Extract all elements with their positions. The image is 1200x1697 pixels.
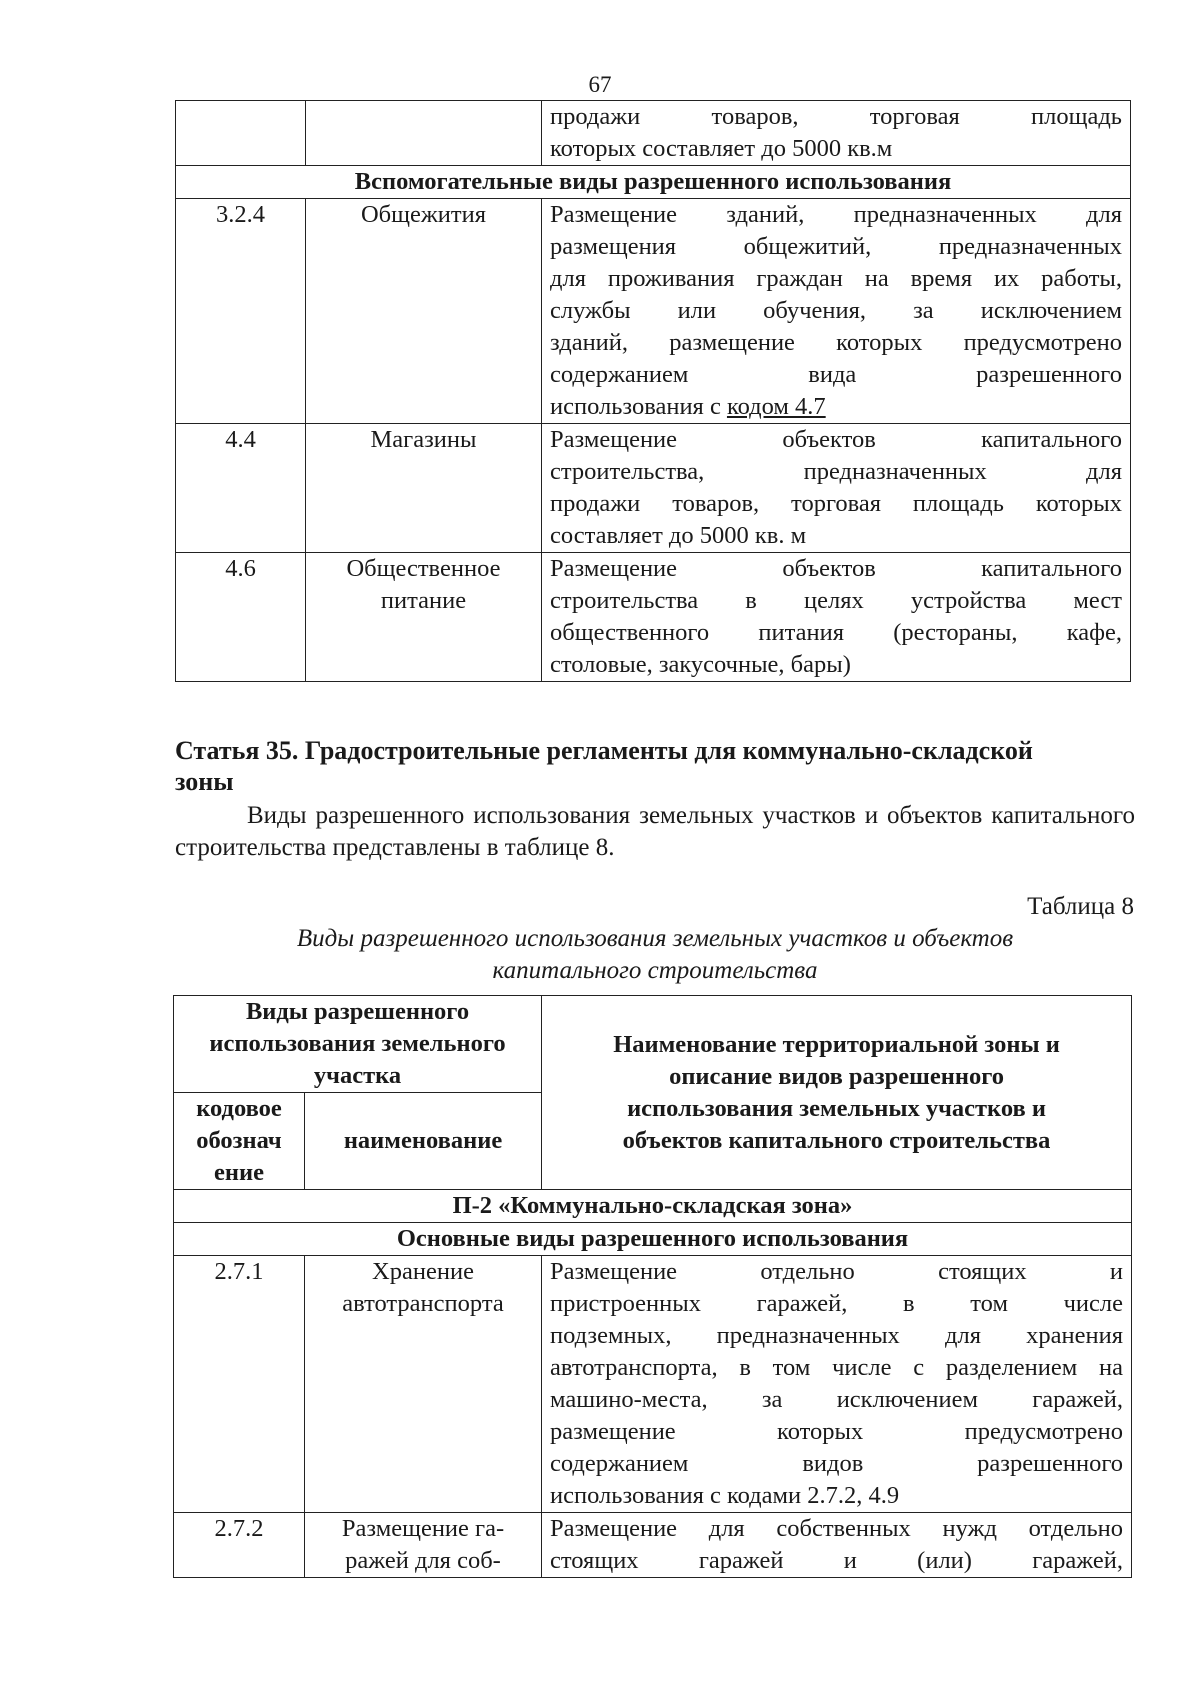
name-cell: Общественное питание: [306, 553, 542, 682]
section-header: Основные виды разрешенного использования: [174, 1223, 1132, 1256]
table-8: [173, 995, 1132, 1578]
code-cell: 4.6: [176, 553, 306, 682]
description-cell: Размещение объектов капитального строительства в целях устройства мест общественного питания (рестораны, кафе, столовые, закусочные, бары): [542, 553, 1131, 682]
description-cell: Размещение для собственных нужд отдельно стоящих гаражей и (или) гаражей,: [542, 1513, 1132, 1578]
table-header-row: [174, 996, 1132, 1093]
table-row: [174, 1256, 1132, 1513]
table-row: [176, 553, 1131, 682]
name-cell: Общежития: [306, 199, 542, 424]
table-caption: Виды разрешенного использования земельных участков и объектов капитального строительства: [296, 925, 1014, 984]
name-column-header: наименование: [305, 1093, 542, 1190]
description-cell: Размещение отдельно стоящих и пристроенных гаражей, в том числе подземных, предназначенных для хранения автотранспорта, в том числе с разделением на машино-места, за исключением гаражей, размещение которых предусмотрено содержанием видов разрешенного использования с кодами 2.7.2, 4.9: [542, 1256, 1132, 1513]
table-row: [174, 1513, 1132, 1578]
page-number: 67: [588, 72, 612, 97]
code-cell: 4.4: [176, 424, 306, 553]
permitted-use-group-header: Виды разрешенного использования земельного участка: [174, 996, 542, 1093]
code-column-header: кодовое обознач ение: [174, 1093, 305, 1190]
code-cell: 2.7.2: [174, 1513, 305, 1578]
article-heading: Статья 35. Градостроительные регламенты для коммунально-складской зоны: [175, 736, 1033, 796]
code-reference-link[interactable]: кодом 4.7: [726, 393, 826, 420]
permitted-use-table-continued: [175, 100, 1131, 682]
description-cell: продажи товаров, торговая площадь которых составляет до 5000 кв.м: [542, 101, 1131, 166]
name-cell: Магазины: [306, 424, 542, 553]
name-cell: Размещение га- ражей для соб-: [305, 1513, 542, 1578]
zone-header-row: [174, 1190, 1132, 1223]
table-row: [176, 199, 1131, 424]
section-header-row: [174, 1223, 1132, 1256]
description-cell: Размещение зданий, предназначенных для размещения общежитий, предназначенных для проживания граждан на время их работы, службы или обучения, за исключением зданий, размещение которых предусмотрено содержанием вида разрешенного использования с кодом 4.7: [542, 199, 1131, 424]
table-label: Таблица 8: [1027, 893, 1134, 920]
name-cell: Хранение автотранспорта: [305, 1256, 542, 1513]
code-cell: 3.2.4: [176, 199, 306, 424]
description-cell: Размещение объектов капитального строительства, предназначенных для продажи товаров, торговая площадь которых составляет до 5000 кв. м: [542, 424, 1131, 553]
table-row: [176, 424, 1131, 553]
zone-description-header: Наименование территориальной зоны и описание видов разрешенного использования земельных участков и объектов капитального строительства: [542, 996, 1132, 1190]
article-paragraph: Виды разрешенного использования земельных участков и объектов капитального строительства представлены в таблице 8.: [175, 802, 1135, 861]
section-header: Вспомогательные виды разрешенного использования: [176, 166, 1131, 199]
code-cell: 2.7.1: [174, 1256, 305, 1513]
zone-header: П-2 «Коммунально-складская зона»: [174, 1190, 1132, 1223]
table-row: [176, 101, 1131, 166]
section-header-row: [176, 166, 1131, 199]
